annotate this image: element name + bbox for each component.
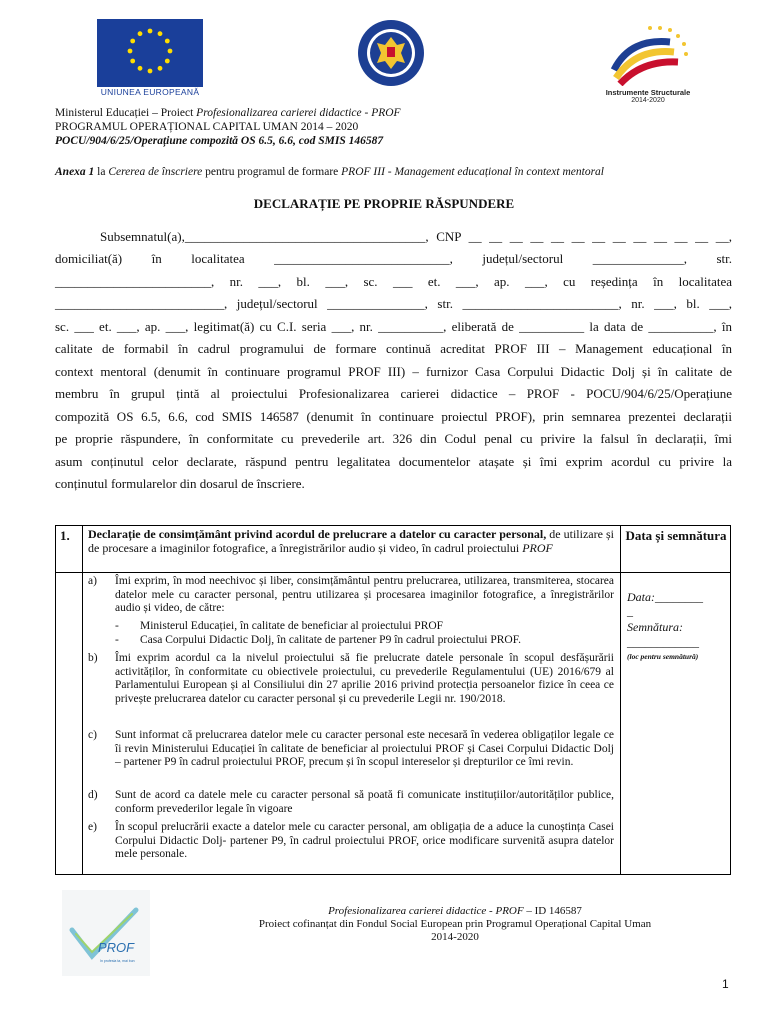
list-item: a) Îmi exprim, în mod neechivoc și liber, consimțământul pentru prelucrarea, utilizarea, transmiterea, stocarea datelor mele cu caracter personal, pentru utilizarea și procesarea imaginilor fotografice, a înregistrărilor audio și video, de către: (88, 575, 614, 615)
eu-caption: UNIUNEA EUROPEANĂ (100, 87, 200, 97)
prof-logo-tagline: în profesia ta, mai bun (100, 959, 135, 963)
footer-line-3: 2014-2020 (431, 931, 479, 943)
date-field[interactable]: Data:________ (627, 590, 703, 604)
list-item: c) Sunt informat că prelucrarea datelor mele cu caracter personal este necesară în vederea obligaților legale ce îi revin Ministerului Educației în calitate de beneficiar al proiectului PROF și Casei Corpului Didactic Dolj – partener P9 în cadrul proiectului PROF, precum și în scopul intereselor și drepturilor ce îmi revin. (88, 729, 614, 769)
table-header: Declarație de consimțământ privind acordul de prelucrare a datelor cu caracter personal, de utilizare și de procesare a imaginilor fotografice, a înregistrărilor audio și video, în cadrul proiectului PROF (88, 527, 614, 555)
body-line-11: asum conținutul celor declarate, răspund pentru legalitatea documentelor atașate și îmi exprim acordul cu privire la (55, 454, 732, 469)
page-title: DECLARAȚIE PE PROPRIE RĂSPUNDERE (253, 196, 515, 211)
instrumente-structurale-logo (600, 20, 696, 86)
government-seal-logo (357, 19, 425, 87)
pocu-line: POCU/904/6/25/Operațiune compozită OS 6.5, 6.6, cod SMIS 146587 (55, 135, 384, 147)
eu-stars-icon (97, 19, 203, 87)
body-line-10: pe proprie răspundere, în conformitate cu prevederile art. 326 din Codul penal cu privire la falsul în declarații, îmi (55, 431, 732, 446)
body-line-8: membru în grupul țintă al proiectului Profesionalizarea carierei didactice – PROF - POCU/904/6/25/Operațiune (55, 386, 732, 401)
body-line-6: calitate de formabil în cadrul programului de formare continuă acreditat PROF III – Management educațional în (55, 341, 732, 356)
body-line-4: __________________________, județul/sectorul _______________, str. ________________________, nr. ___, bl. ___, (55, 296, 732, 311)
table-divider (55, 572, 731, 573)
prof-logo (62, 890, 150, 976)
body-line-7: context mentoral (denumit în continuare programul PROF III) – furnizor Casa Corpului Didactic Dolj și în calitate de (55, 364, 732, 379)
table-divider (82, 525, 83, 875)
eu-flag-logo (97, 19, 203, 87)
table-divider (620, 525, 621, 875)
body-line-1: Subsemnatul(a),_____________________________________, CNP __ __ __ __ __ __ __ __ __ __ __ __ __, (100, 229, 732, 244)
body-line-9: compozită OS 6.5, 6.6, cod SMIS 146587 (denumit în continuare proiectul PROF), prin semnarea prezentei declarații (55, 409, 732, 424)
list-item: b) Îmi exprim acordul ca la nivelul proiectului să fie prelucrate datele personale în scopul desfășurării activităților, în conformitate cu obiectivele proiectului, cu prevederile Regulamentului (UE) 2016/679 al Parlamentului European și al Consiliului din 27 aprilie 2016 privind protecția persoanelor fizice în ceea ce privește prelucrarea datelor cu caracter personal și cu prevederile Legii nr. 190/2018. (88, 652, 614, 705)
is-caption: Instrumente Structurale (605, 88, 691, 97)
prof-logo-text: PROF (98, 940, 135, 955)
ministry-line: Ministerul Educației – Proiect Profesionalizarea carierei didactice - PROF (55, 107, 401, 119)
page-number: 1 (722, 977, 729, 991)
date-field-cont: _ (627, 604, 633, 618)
signature-note: (loc pentru semnătură) (627, 652, 699, 661)
footer-line-1: Profesionalizarea carierei didactice - PROF – ID 146587 (328, 905, 582, 917)
list-item: - Casa Corpului Didactic Dolj, în calitate de partener P9 în cadrul proiectului PROF. (115, 634, 522, 646)
body-line-5: sc. ___ et. ___, ap. ___, legitimat(ă) cu C.I. seria ___, nr. __________, eliberată de __________ la data de __________, în (55, 319, 732, 334)
list-item: d) Sunt de acord ca datele mele cu caracter personal să poată fi comunicate instituțiilor/autorităților publice, conform prevederilor legale în vigoare (88, 789, 614, 815)
footer-line-2: Proiect cofinanțat din Fondul Social European prin Programul Operațional Capital Uman (258, 918, 652, 930)
program-line: PROGRAMUL OPERAȚIONAL CAPITAL UMAN 2014 – 2020 (55, 121, 359, 133)
body-line-2: domiciliat(ă) în localitatea ___________________________, județul/sectorul ______________, str. (55, 251, 732, 266)
signature-label: Semnătura: (627, 620, 683, 634)
is-years: 2014-2020 (631, 97, 665, 104)
table-row-number: 1. (60, 528, 70, 543)
list-item: - Ministerul Educației, în calitate de beneficiar al proiectului PROF (115, 620, 444, 632)
body-line-3: ________________________, nr. ___, bl. ___, sc. ___ et. ___, ap. ___, cu reședința în localitatea (55, 274, 732, 289)
list-item: e) În scopul prelucrării exacte a datelor mele cu caracter personal, am obligația de a aduce la cunoștința Casei Corpului Didactic Dolj- partener P9, în cadrul proiectului PROF, orice modificare survenită asupra datelor mele personale. (88, 821, 614, 861)
body-line-12: conținutul formularelor din dosarul de înscriere. (55, 476, 305, 491)
date-signature-header: Data și semnătura (625, 528, 727, 543)
annex-line: Anexa 1 la Cererea de înscriere pentru programul de formare PROF III - Management educațional în context mentoral (55, 166, 604, 178)
signature-field[interactable]: ____________ (627, 635, 699, 649)
